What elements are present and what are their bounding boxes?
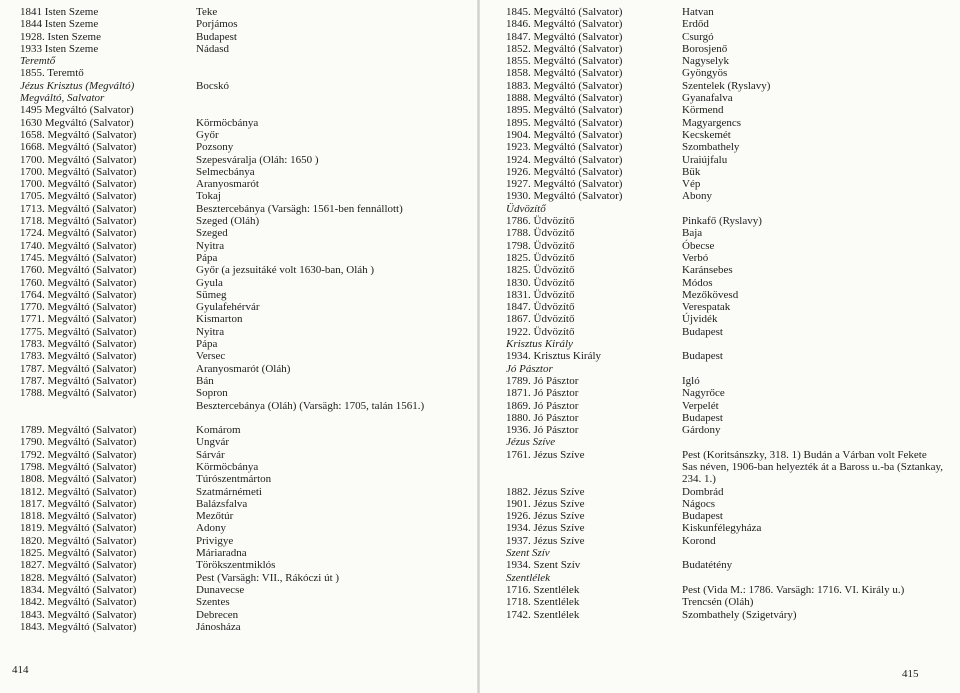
entry-id: 1843. Megváltó (Salvator) [20, 608, 137, 621]
entry-place: Dunavecse [196, 583, 245, 596]
entry-place: Sárvár [196, 448, 225, 461]
entry-place: Pápa [196, 338, 218, 351]
entry-place: Adony [196, 522, 226, 535]
entry-id: 1930. Megváltó (Salvator) [506, 190, 623, 203]
entry-place: Aranyosmarót [196, 178, 259, 191]
entry-place: Nyitra [196, 325, 225, 338]
entry-id: 1842. Megváltó (Salvator) [20, 596, 137, 609]
entry-place: Gárdony [682, 424, 721, 437]
entry-place: Pinkafő (Ryslavy) [682, 215, 762, 228]
entry-id: 1867. Üdvözítő [506, 313, 575, 326]
entry-id: 1828. Megváltó (Salvator) [20, 571, 137, 584]
entry-id: Megváltó, Salvator [20, 92, 105, 105]
entry-place: Tokaj [196, 190, 221, 203]
entry-id: 1818. Megváltó (Salvator) [20, 510, 137, 523]
entry-id: 1937. Jézus Szíve [506, 534, 585, 547]
entry-id: 1713. Megváltó (Salvator) [20, 202, 137, 215]
entry-id: 1825. Üdvözítő [506, 251, 575, 264]
entry-place: Bocskó [196, 79, 229, 92]
entry-place: Gyula [196, 276, 223, 289]
entry-place: Gyöngyös [682, 67, 728, 80]
entry-id: 1843. Megváltó (Salvator) [20, 620, 137, 633]
entry-place: Balázsfalva [196, 497, 248, 510]
entry-id: 1830. Üdvözítő [506, 276, 575, 289]
entry-id: Jézus Szíve [506, 436, 556, 449]
entry-place: Nagyselyk [682, 55, 730, 68]
entry-id: 1852. Megváltó (Salvator) [506, 42, 623, 55]
entry-place: Komárom [196, 424, 241, 437]
entry-place: Pest (Vida M.: 1786. Varsägh: 1716. VI. Király u.) [682, 583, 905, 596]
entry-id: 1798. Üdvözítő [506, 239, 575, 252]
entry-place: Besztercebánya (Oláh) (Varsägh: 1705, talán 1561.) [196, 399, 425, 412]
entry-id: 1724. Megváltó (Salvator) [20, 227, 137, 240]
entry-id: 1700. Megváltó (Salvator) [20, 178, 137, 191]
entry-place: Hatvan [682, 6, 714, 18]
entry-place: Körmöcbánya [196, 116, 259, 129]
entry-place: Budapest [196, 30, 237, 43]
entry-id: Krisztus Király [506, 338, 573, 351]
entry-place: Selmecbánya [196, 165, 255, 178]
entry-place: Magyargencs [682, 116, 742, 129]
entry-id: 1789. Megváltó (Salvator) [20, 424, 137, 437]
entry-id: 1883. Megváltó (Salvator) [506, 79, 623, 92]
entry-id: 1846. Megváltó (Salvator) [506, 18, 623, 31]
entry-id: 1817. Megváltó (Salvator) [20, 497, 137, 510]
entry-id: 1904. Megváltó (Salvator) [506, 128, 623, 141]
entry-id: 1761. Jézus Szíve [506, 448, 585, 461]
entry-place: Óbecse [682, 239, 715, 252]
entry-id: 1820. Megváltó (Salvator) [20, 534, 137, 547]
entry-id: 1841 Isten Szeme [20, 6, 99, 18]
entry-place: Módos [682, 276, 713, 289]
entry-id: 1788. Üdvözítő [506, 227, 575, 240]
entry-place: Bük [682, 165, 701, 178]
entry-id: 1745. Megváltó (Salvator) [20, 251, 137, 264]
entry-place: Sopron [196, 387, 228, 400]
entry-id: 1718. Megváltó (Salvator) [20, 215, 137, 228]
entry-place [682, 338, 944, 350]
entry-id: Üdvözítő [506, 202, 546, 215]
entry-id: Jó Pásztor [506, 362, 553, 375]
entry-id: 1923. Megváltó (Salvator) [506, 141, 623, 154]
entry-place: Korond [682, 534, 716, 547]
entry-id: 1790. Megváltó (Salvator) [20, 436, 137, 449]
entry-place: Pest (Varsägh: VII., Rákóczi út ) [196, 571, 340, 584]
entry-place: Vép [682, 178, 701, 191]
entry-id: 1924. Megváltó (Salvator) [506, 153, 623, 166]
entry-id: 1705. Megváltó (Salvator) [20, 190, 137, 203]
entry-id: 1775. Megváltó (Salvator) [20, 325, 137, 338]
entry-place: Verespatak [682, 301, 731, 314]
book-gutter [477, 0, 480, 693]
entry-place: Verpelét [682, 399, 719, 412]
entry-id: 1808. Megváltó (Salvator) [20, 473, 137, 486]
entry-place: Túrószentmárton [196, 473, 272, 486]
entry-id: 1901. Jézus Szíve [506, 497, 585, 510]
entry-id: 1495 Megváltó (Salvator) [20, 104, 134, 117]
entry-place: Szepesváralja (Oláh: 1650 ) [196, 153, 319, 166]
left-id-column [20, 6, 200, 633]
entry-place: Mezőkövesd [682, 288, 739, 301]
right-page [482, 0, 960, 693]
entry-id: 1922. Üdvözítő [506, 325, 575, 338]
entry-place: Teke [196, 6, 218, 18]
entry-place: Jánosháza [196, 620, 241, 633]
entry-id: 1927. Megváltó (Salvator) [506, 178, 623, 191]
entry-place: Erdőd [682, 18, 709, 31]
right-place-column [682, 6, 944, 621]
entry-id: 1630 Megváltó (Salvator) [20, 116, 134, 129]
entry-place [682, 572, 944, 584]
entry-id: 1869. Jó Pásztor [506, 399, 579, 412]
entry-id: 1895. Megváltó (Salvator) [506, 104, 623, 117]
entry-id: 1716. Szentlélek [506, 583, 580, 596]
entry-place: Pest (Koritsánszky, 318. 1) Budán a Várban volt Fekete Sas néven, 1906-ban helyezték át a Baross u.-ba (Sztankay, 234. 1.) [682, 448, 944, 486]
entry-id: 1926. Jézus Szíve [506, 510, 585, 523]
entry-place: Gyanafalva [682, 92, 733, 105]
entry-place: Szeged [196, 227, 228, 240]
entry-id: 1786. Üdvözítő [506, 215, 575, 228]
entry-place [682, 436, 944, 448]
entry-place: Újvidék [682, 313, 718, 326]
entry-place: Szombathely (Szigetváry) [682, 608, 797, 621]
entry-id: 1934. Szent Szív [506, 559, 581, 572]
entry-id: 1845. Megváltó (Salvator) [506, 6, 623, 18]
entry-place: Verbó [682, 251, 709, 264]
entry-place: Privigye [196, 534, 234, 547]
entry-id: Szent Szív [506, 547, 550, 560]
entry-id: 1926. Megváltó (Salvator) [506, 165, 623, 178]
entry-place: Aranyosmarót (Oláh) [196, 362, 291, 375]
entry-place: Törökszentmiklós [196, 559, 276, 572]
entry-place: Igló [682, 374, 700, 387]
left-place-column [196, 6, 458, 633]
entry-id: 1834. Megváltó (Salvator) [20, 583, 137, 596]
entry-place: Pápa [196, 251, 218, 264]
entry-place: Pozsony [196, 141, 234, 154]
entry-place: Szombathely [682, 141, 740, 154]
entry-place: Kiskunfélegyháza [682, 522, 762, 535]
entry-id: 1783. Megváltó (Salvator) [20, 338, 137, 351]
entry-place: Budapest [682, 411, 723, 424]
entry-place: Trencsén (Oláh) [682, 596, 754, 609]
entry-place: Körmöcbánya [196, 460, 259, 473]
entry-id: Teremtő [20, 55, 56, 68]
left-page [0, 0, 476, 693]
entry-place: Szentelek (Ryslavy) [682, 79, 771, 92]
entry-id: 1936. Jó Pásztor [506, 424, 579, 437]
entry-id: 1787. Megváltó (Salvator) [20, 362, 137, 375]
entry-id: 1880. Jó Pásztor [506, 411, 579, 424]
entry-place: Borosjenő [682, 42, 728, 55]
entry-id: 1718. Szentlélek [506, 596, 580, 609]
entry-place: Besztercebánya (Varsägh: 1561-ben fennállott) [196, 202, 403, 215]
entry-place: Kecskemét [682, 128, 731, 141]
entry-place: Ungvár [196, 436, 229, 449]
entry-place: Nádasd [196, 42, 229, 55]
entry-id: 1933 Isten Szeme [20, 42, 99, 55]
right-id-column [506, 6, 686, 621]
entry-place [196, 92, 458, 104]
entry-place: Karánsebes [682, 264, 733, 277]
entry-id: 1855. Megváltó (Salvator) [506, 55, 623, 68]
entry-id [20, 400, 200, 425]
entry-id: 1928. Isten Szeme [20, 30, 101, 43]
entry-place [196, 67, 458, 79]
entry-id: 1700. Megváltó (Salvator) [20, 153, 137, 166]
entry-id: 1788. Megváltó (Salvator) [20, 387, 137, 400]
entry-place: Győr [196, 128, 219, 141]
entry-place: Szeged (Oláh) [196, 215, 260, 228]
entry-id: 1789. Jó Pásztor [506, 374, 579, 387]
entry-place [682, 547, 944, 559]
entry-id: Szentlélek [506, 571, 550, 584]
entry-place [196, 104, 458, 116]
entry-place: Bán [196, 374, 214, 387]
entry-id: Jézus Krisztus (Megváltó) [20, 79, 135, 92]
entry-id: 1770. Megváltó (Salvator) [20, 301, 137, 314]
entry-place: Körmend [682, 104, 724, 117]
entry-place: Porjámos [196, 18, 238, 31]
entry-id: 1798. Megváltó (Salvator) [20, 460, 137, 473]
entry-place: Baja [682, 227, 703, 240]
entry-id: 1825. Üdvözítő [506, 264, 575, 277]
entry-place: Uraiújfalu [682, 153, 728, 166]
entry-id: 1858. Megváltó (Salvator) [506, 67, 623, 80]
entry-place: Nágocs [682, 497, 715, 510]
entry-id: 1934. Krisztus Király [506, 350, 602, 363]
entry-id: 1792. Megváltó (Salvator) [20, 448, 137, 461]
entry-place: Budapest [682, 510, 723, 523]
entry-place: Budapest [682, 350, 723, 363]
page-number-right: 415 [902, 668, 919, 680]
entry-id: 1760. Megváltó (Salvator) [20, 264, 137, 277]
entry-place: Gyulafehérvár [196, 301, 260, 314]
entry-place [682, 203, 944, 215]
entry-id: 1934. Jézus Szíve [506, 522, 585, 535]
entry-id: 1882. Jézus Szíve [506, 485, 585, 498]
entry-place: Nyitra [196, 239, 225, 252]
entry-id: 1844 Isten Szeme [20, 18, 99, 31]
entry-place: Dombrád [682, 485, 724, 498]
entry-place: Debrecen [196, 608, 239, 621]
entry-place: Nagyrőce [682, 387, 725, 400]
entry-id: 1658. Megváltó (Salvator) [20, 128, 137, 141]
entry-place: Mezőtúr [196, 510, 234, 523]
entry-id: 1771. Megváltó (Salvator) [20, 313, 137, 326]
entry-id: 1742. Szentlélek [506, 608, 580, 621]
entry-place: Versec [196, 350, 226, 363]
entry-id: 1827. Megváltó (Salvator) [20, 559, 137, 572]
entry-place [682, 363, 944, 375]
entry-id: 1700. Megváltó (Salvator) [20, 165, 137, 178]
entry-id: 1855. Teremtő [20, 67, 84, 80]
entry-id: 1888. Megváltó (Salvator) [506, 92, 623, 105]
entry-place: Máriaradna [196, 547, 247, 560]
entry-id: 1847. Megváltó (Salvator) [506, 30, 623, 43]
entry-id: 1871. Jó Pásztor [506, 387, 579, 400]
entry-id: 1812. Megváltó (Salvator) [20, 485, 137, 498]
entry-place [196, 55, 458, 67]
entry-id: 1847. Üdvözítő [506, 301, 575, 314]
entry-place: Abony [682, 190, 712, 203]
entry-place: Győr (a jezsuitáké volt 1630-ban, Oláh ) [196, 264, 375, 277]
entry-id: 1783. Megváltó (Salvator) [20, 350, 137, 363]
entry-place: Kismarton [196, 313, 243, 326]
entry-place: Szatmárnémeti [196, 485, 262, 498]
entry-place: Budatétény [682, 559, 733, 572]
entry-id: 1831. Üdvözítő [506, 288, 575, 301]
entry-id: 1740. Megváltó (Salvator) [20, 239, 137, 252]
entry-id: 1668. Megváltó (Salvator) [20, 141, 137, 154]
entry-id: 1895. Megváltó (Salvator) [506, 116, 623, 129]
entry-id: 1760. Megváltó (Salvator) [20, 276, 137, 289]
page-number-left: 414 [12, 664, 29, 676]
entry-place: Sümeg [196, 288, 227, 301]
entry-id: 1825. Megváltó (Salvator) [20, 547, 137, 560]
entry-place: Csurgó [682, 30, 714, 43]
entry-id: 1787. Megváltó (Salvator) [20, 374, 137, 387]
entry-id: 1764. Megváltó (Salvator) [20, 288, 137, 301]
entry-place: Budapest [682, 325, 723, 338]
entry-place: Szentes [196, 596, 230, 609]
entry-id: 1819. Megváltó (Salvator) [20, 522, 137, 535]
